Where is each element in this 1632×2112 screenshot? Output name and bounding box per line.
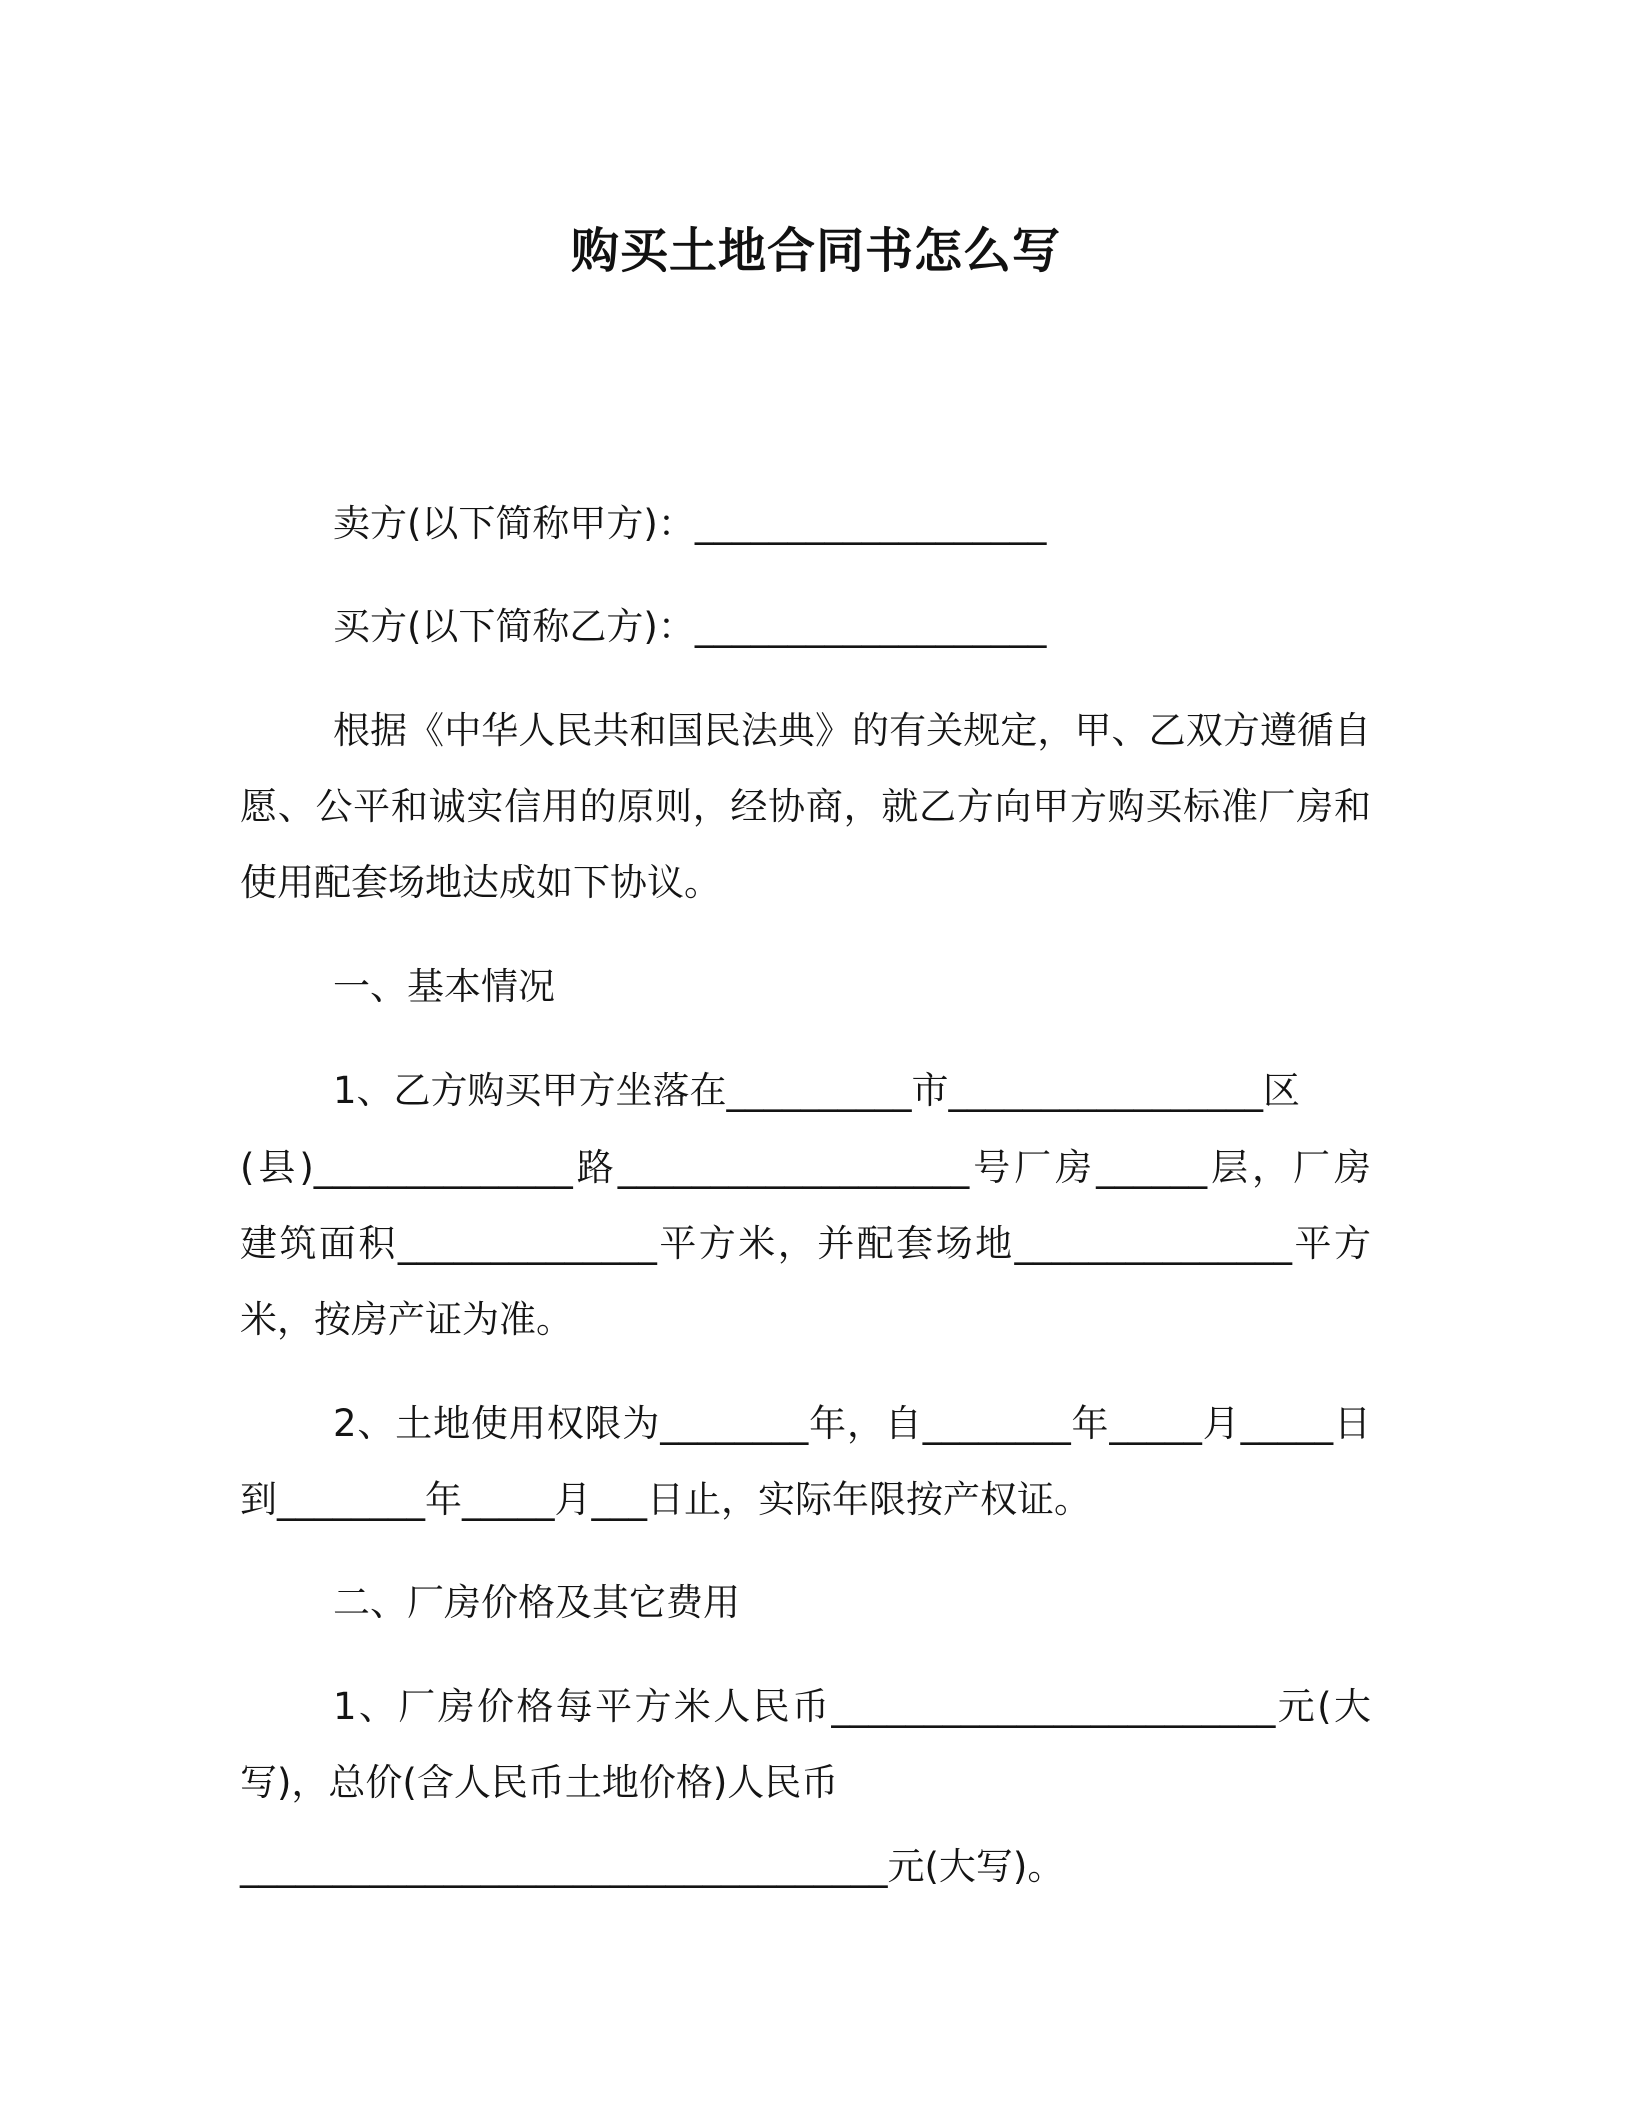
clause-line: 米，按房产证为准。 xyxy=(240,1298,573,1341)
preamble-line: 愿、公平和诚实信用的原则，经协商，就乙方向甲方购买标准厂房和 xyxy=(240,785,1371,828)
clause-line: 到________年_____月___日止，实际年限按产权证。 xyxy=(240,1478,1091,1521)
seller-line: 卖方(以下简称甲方)：___________________ xyxy=(333,502,1047,545)
clause-line: (县)______________路___________________号厂房______层，厂房 xyxy=(240,1146,1371,1189)
section-heading-price: 二、厂房价格及其它费用 xyxy=(333,1581,740,1624)
section-heading-basic-info: 一、基本情况 xyxy=(333,965,555,1008)
preamble-line: 根据《中华人民共和国民法典》的有关规定，甲、乙双方遵循自 xyxy=(333,709,1371,752)
clause-line: ___________________________________元(大写)。 xyxy=(240,1845,1065,1888)
buyer-line: 买方(以下简称乙方)：___________________ xyxy=(333,605,1047,648)
clause-line: 建筑面积______________平方米，并配套场地_______________平方 xyxy=(240,1222,1371,1265)
clause-line: 写)，总价(含人民币土地价格)人民币 xyxy=(240,1761,839,1804)
preamble-line: 使用配套场地达成如下协议。 xyxy=(240,861,721,904)
clause-line: 1、厂房价格每平方米人民币________________________元(大 xyxy=(333,1685,1371,1728)
document-title: 购买土地合同书怎么写 xyxy=(570,223,1061,279)
clause-line: 1、乙方购买甲方坐落在__________市_________________区 xyxy=(333,1069,1301,1112)
clause-line: 2、土地使用权限为________年，自________年_____月_____日 xyxy=(333,1402,1371,1445)
